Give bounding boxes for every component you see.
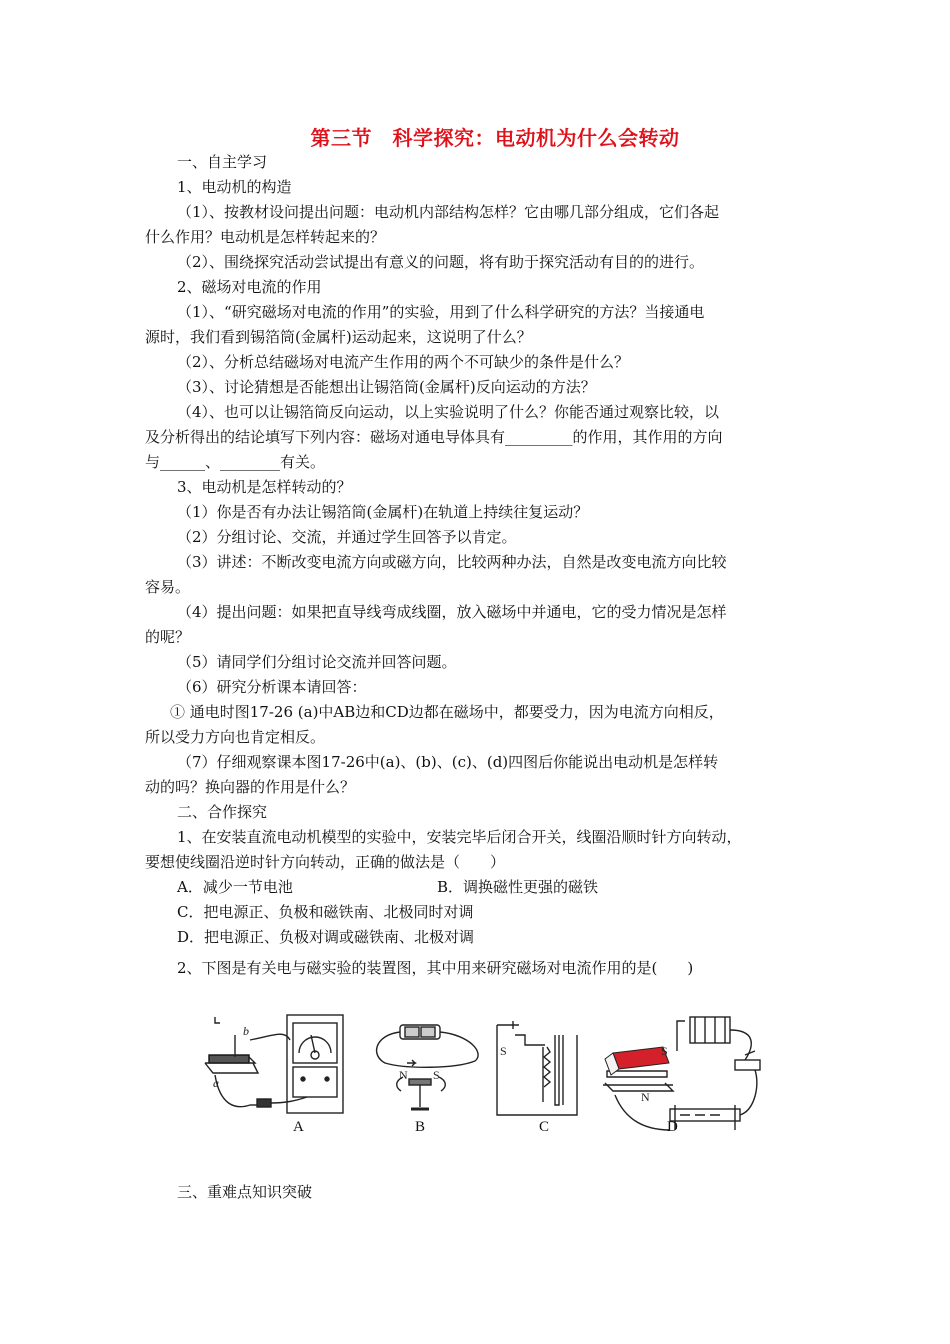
paragraph-line: 与______、________有关。 [145,453,326,471]
figure-label-d: D [667,1119,678,1135]
paragraph-line: 及分析得出的结论填写下列内容：磁场对通电导体具有_________的作用，其作用的方向 [145,428,723,446]
mark-a-0: b [243,1024,249,1038]
subheading: 2、磁场对电流的作用 [177,278,322,296]
document-title: 第三节 科学探究：电动机为什么会转动 [310,126,680,150]
paragraph-line: 源时，我们看到锡箔筒(金属杆)运动起来，这说明了什么？ [145,328,532,346]
paragraph-line: ① 通电时图17-26 (a)中AB边和CD边都在磁场中，都要受力，因为电流方向相反， [170,703,724,721]
option-c: C．把电源正、负极和磁铁南、北极同时对调 [177,903,474,921]
paragraph-line: （2）分组讨论、交流，并通过学生回答予以肯定。 [177,528,517,546]
paragraph-line: 容易。 [145,578,191,596]
paragraph-line: （3）讲述：不断改变电流方向或磁方向，比较两种办法，自然是改变电流方向比较 [177,553,727,571]
mark-b-1: S [433,1068,440,1082]
figure-label-a: A [293,1119,304,1135]
paragraph-line: （1）你是否有办法让锡箔筒(金属杆)在轨道上持续往复运动？ [177,503,589,521]
paragraph-line: （6）研究分析课本请回答： [177,678,367,696]
option-d: D．把电源正、负极对调或磁铁南、北极对调 [177,928,475,946]
section-heading: 一、自主学习 [177,153,268,171]
subheading: 1、电动机的构造 [177,178,292,196]
mark-b-0: N [399,1068,408,1082]
option-a: A．减少一节电池 [177,878,293,896]
paragraph-line: （1）、按教材设问提出问题：电动机内部结构怎样？它由哪几部分组成，它们各起 [177,203,720,221]
paragraph-line: （1）、“研究磁场对电流的作用”的实验，用到了什么科学研究的方法？当接通电 [177,303,705,321]
section-heading: 三、重难点知识突破 [177,1183,313,1201]
paragraph-line: 什么作用？电动机是怎样转起来的？ [145,228,386,246]
mark-d-1: N [641,1090,650,1104]
mark-c-0: S [500,1044,507,1058]
option-b: B．调换磁性更强的磁铁 [437,878,599,896]
paragraph-line: （3）、讨论猜想是否能想出让锡箔筒(金属杆)反向运动的方法？ [177,378,596,396]
paragraph-line: （5）请同学们分组讨论交流并回答问题。 [177,653,457,671]
paragraph-line: （4）提出问题：如果把直导线弯成线圈，放入磁场中并通电，它的受力情况是怎样 [177,603,727,621]
question-line: 1、在安装直流电动机模型的实验中，安装完毕后闭合开关，线圈沿顺时针方向转动， [177,828,742,846]
subheading: 3、电动机是怎样转动的？ [177,478,352,496]
mark-d-0: S [661,1044,668,1058]
paragraph-line: （4）、也可以让锡箔筒反向运动，以上实验说明了什么？你能否通过观察比较，以 [177,403,720,421]
figure-label-b: B [415,1119,426,1135]
apparatus-drawings [195,1005,795,1145]
paragraph-line: （7）仔细观察课本图17-26中(a)、(b)、(c)、(d)四图后你能说出电动机是怎样转 [177,753,719,771]
apparatus-figure [195,1005,795,1145]
section-heading: 二、合作探究 [177,803,268,821]
figure-label-c: C [539,1119,550,1135]
paragraph-line: 的呢？ [145,628,191,646]
paragraph-line: （2）、围绕探究活动尝试提出有意义的问题，将有助于探究活动有目的的进行。 [177,253,705,271]
paragraph-line: 所以受力方向也肯定相反。 [145,728,326,746]
paragraph-line: （2）、分析总结磁场对电流产生作用的两个不可缺少的条件是什么？ [177,353,630,371]
question-line: 要想使线圈沿逆时针方向转动，正确的做法是（ ） [145,853,506,871]
paragraph-line: 动的吗？换向器的作用是什么？ [145,778,356,796]
mark-a-1: a [213,1076,219,1090]
question-line: 2、下图是有关电与磁实验的装置图，其中用来研究磁场对电流作用的是( ) [177,959,694,977]
